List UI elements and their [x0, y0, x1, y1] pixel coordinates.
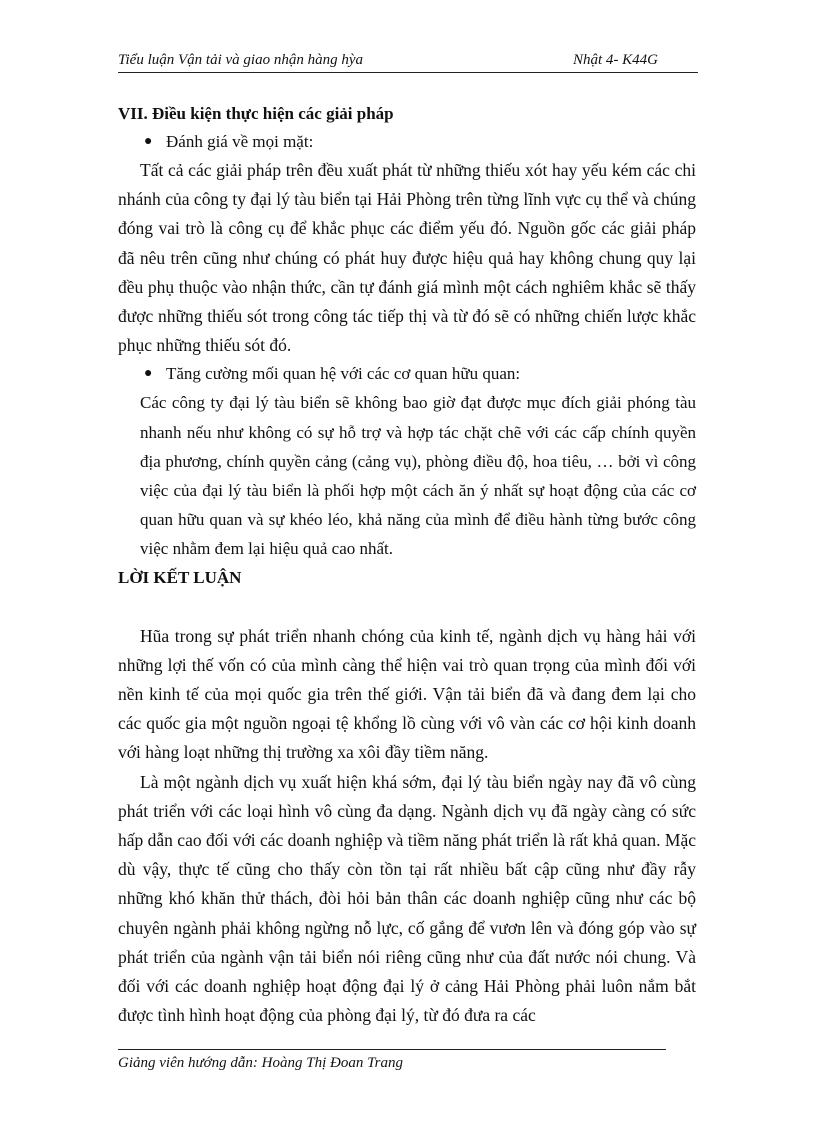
- conclusion-paragraph: Là một ngành dịch vụ xuất hiện khá sớm, đại lý tàu biển ngày nay đã vô cùng phát triển với các loại hình vô cùng đa dạng. Ngành dịch vụ đã ngày càng có sức hấp dẫn cao đối với các doanh nghiệp và tiềm năng phát triển là rất khả quan. Mặc dù vậy, thực tế cũng cho thấy còn tồn tại rất nhiều bất cập cũng như đầy rẫy những khó khăn thử thách, đòi hỏi bản thân các doanh nghiệp cũng như các bộ chuyên ngành phải không ngừng nỗ lực, cố gắng để vươn lên và đóng góp vào sự phát triển của ngành vận tải biển nói riêng cũng như của đất nước nói chung. Và đối với các doanh nghiệp hoạt động đại lý ở cảng Hải Phòng phải luôn nắm bắt được tình hình hoạt động của phòng đại lý, từ đó đưa ra các: [118, 771, 696, 1026]
- conclusion-title: LỜI KẾT LUẬN: [118, 567, 242, 587]
- bullet-icon: ●: [144, 366, 153, 382]
- bullet-paragraph: Tất cả các giải pháp trên đều xuất phát từ những thiếu xót hay yếu kém các chi nhánh của công ty đại lý tàu biển tại Hải Phòng trên từng lĩnh vực cụ thể và chúng đóng vai trò là công cụ để khắc phục các điểm yếu đó. Nguồn gốc các giải pháp đã nêu trên cũng như chúng có phát huy được hiệu quả hay không chung quy lại đều phụ thuộc vào nhận thức, cần tự đánh giá mình một cách nghiêm khắc sẽ thấy được những thiếu sót trong công tác tiếp thị và từ đó sẽ có những chiến lược khắc phục những thiếu sót đó.: [118, 160, 696, 356]
- page-header: [118, 50, 698, 73]
- page-footer: Giảng viên hướng dẫn: Hoàng Thị Đoan Trang: [118, 1049, 666, 1072]
- bullet-icon: ●: [144, 134, 153, 149]
- bullet-paragraph: Các công ty đại lý tàu biển sẽ không bao giờ đạt được mục đích giải phóng tàu nhanh nếu như không có sự hỗ trợ và hợp tác chặt chẽ với các cấp chính quyền địa phương, chính quyền cảng (cảng vụ), phòng điều độ, hoa tiêu, … bởi vì công việc của đại lý tàu biển là phối hợp một cách ăn ý nhất sự hoạt động của các cơ quan hữu quan và sự khéo léo, khả năng của mình để điều hành từng bước công việc nhằm đem lại hiệu quả cao nhất.: [140, 393, 696, 559]
- bullet-label: Đánh giá về mọi mặt:: [166, 132, 314, 151]
- bullet-item: [118, 128, 696, 156]
- bullet-item: [118, 360, 696, 388]
- conclusion-paragraph: Hũa trong sự phát triển nhanh chóng của kinh tế, ngành dịch vụ hàng hải với những lợi thế vốn có của mình càng thể hiện vai trò quan trọng của mình đối với nền kinh tế của mọi quốc gia trên thế giới. Vận tải biển đã và đang đem lại cho các quốc gia một nguồn ngoại tệ khổng lồ cùng với vô vàn các cơ hội kinh doanh với hàng loạt những thị trường xa xôi đầy tiềm năng.: [118, 625, 696, 763]
- header-author: Nhật 4- K44G: [573, 52, 659, 68]
- page-content: [118, 100, 696, 1030]
- header-title: Tiểu luận Vận tải và giao nhận hàng hỳa: [118, 52, 363, 68]
- bullet-label: Tăng cường mối quan hệ với các cơ quan hữu quan:: [166, 364, 521, 384]
- section-title: VII. Điều kiện thực hiện các giải pháp: [118, 104, 394, 123]
